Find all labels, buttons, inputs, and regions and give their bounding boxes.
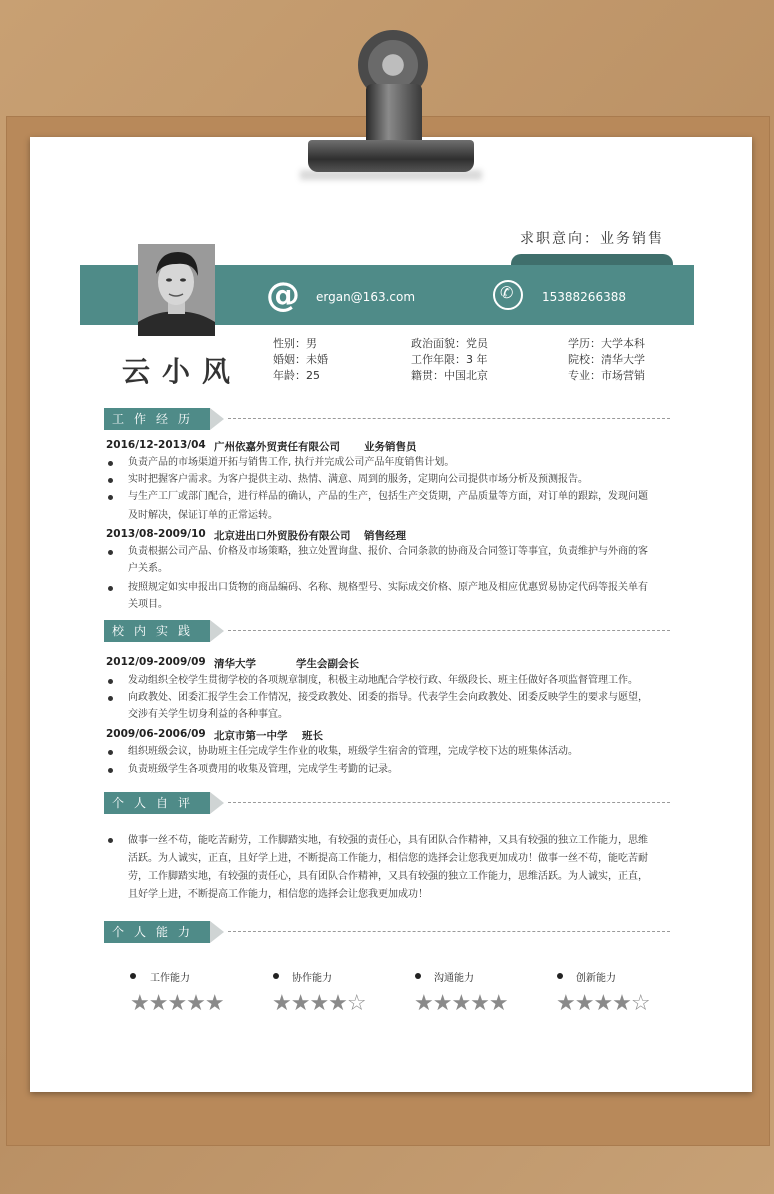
- section-header-skills: 个人能力: [104, 921, 210, 943]
- campus-duty: 向政教处、团委汇报学生会工作情况，接受政教处、团委的指导。代表学生会向政教处、团委反映学生的要求与愿望，: [128, 692, 648, 703]
- job-duty: 户关系。: [128, 563, 168, 574]
- skill-rating-stars: ★★★★★: [414, 991, 508, 1016]
- self-eval-line: 且好学上进，不断提高工作能力，相信您的选择会让您我更加成功！: [128, 889, 428, 900]
- bullet-dot: [108, 461, 113, 466]
- skill-label: 协作能力: [292, 973, 332, 984]
- bullet-dot: [108, 550, 113, 555]
- job-duty: 负责产品的市场渠道开拓与销售工作, 执行并完成公司产品年度销售计划。: [128, 457, 455, 468]
- section-arrow: [210, 792, 224, 814]
- section-divider: [228, 418, 670, 419]
- campus-duty: 组织班级会议，协助班主任完成学生作业的收集，班级学生宿舍的管理，完成学校下达的班集体活动。: [128, 746, 578, 757]
- info-education: 学历：大学本科: [568, 337, 645, 350]
- job-period: 2016/12-2013/04: [106, 439, 206, 451]
- info-school: 院校：清华大学: [568, 353, 645, 366]
- job-duty: 及时解决，保证订单的正常运转。: [128, 510, 278, 521]
- bullet-dot: [108, 495, 113, 500]
- skill-bullet: [415, 973, 421, 979]
- bullet-dot: [108, 586, 113, 591]
- campus-duty: 负责班级学生各项费用的收集及管理，完成学生考勤的记录。: [128, 764, 398, 775]
- info-age: 年龄：25: [273, 369, 320, 382]
- email-icon: @: [266, 275, 300, 315]
- job-objective: 求职意向：业务销售: [520, 231, 664, 247]
- bullet-dot: [108, 768, 113, 773]
- section-arrow: [210, 921, 224, 943]
- skill-bullet: [273, 973, 279, 979]
- info-marital: 婚姻：未婚: [273, 353, 328, 366]
- bullet-dot: [108, 696, 113, 701]
- section-divider: [228, 931, 670, 932]
- job-duty: 实时把握客户需求。为客户提供主动、热情、满意、周到的服务，定期向公司提供市场分析及预测报告。: [128, 474, 588, 485]
- campus-role: 学生会副会长: [296, 658, 359, 670]
- info-gender: 性别：男: [273, 337, 317, 350]
- self-eval-line: 活跃。为人诚实，正直，且好学上进，不断提高工作能力，相信您的选择会让您我更加成功！做事一丝不苟，能吃苦耐: [128, 853, 648, 864]
- info-years: 工作年限：3 年: [411, 353, 488, 366]
- candidate-name: 云小风: [122, 355, 243, 388]
- campus-duty: 发动组织全校学生贯彻学校的各项规章制度，积极主动地配合学校行政、年级段长、班主任做好各项监督管理工作。: [128, 675, 638, 686]
- skill-label: 工作能力: [150, 973, 190, 984]
- bullet-dot: [108, 838, 113, 843]
- bullet-dot: [108, 478, 113, 483]
- skill-rating-stars: ★★★★☆: [556, 991, 650, 1016]
- skill-rating-stars: ★★★★☆: [272, 991, 366, 1016]
- campus-org: 北京市第一中学: [214, 730, 288, 742]
- campus-period: 2012/09-2009/09: [106, 656, 206, 668]
- profile-photo: [138, 244, 215, 336]
- campus-role: 班长: [302, 730, 323, 742]
- skill-bullet: [130, 973, 136, 979]
- job-duty: 负责根据公司产品、价格及市场策略，独立处置询盘、报价、合同条款的协商及合同签订等事宜，负责维护与外商的客: [128, 546, 648, 557]
- job-role: 业务销售员: [364, 441, 417, 453]
- campus-duty: 交涉有关学生切身利益的各种事宜。: [128, 709, 288, 720]
- self-eval-line: 劳，工作脚踏实地，有较强的责任心，具有团队合作精神，又具有较强的独立工作能力，思维活跃。为人诚实，正直，: [128, 871, 648, 882]
- job-duty: 与生产工厂或部门配合，进行样品的确认，产品的生产，包括生产交货期，产品质量等方面，对订单的跟踪，发现问题: [128, 491, 648, 502]
- campus-org: 清华大学: [214, 658, 256, 670]
- skill-bullet: [557, 973, 563, 979]
- job-period: 2013/08-2009/10: [106, 528, 206, 540]
- info-politics: 政治面貌：党员: [411, 337, 488, 350]
- section-header-campus: 校内实践: [104, 620, 210, 642]
- section-header-work: 工作经历: [104, 408, 210, 430]
- section-divider: [228, 802, 670, 803]
- binder-clip-base: [308, 140, 474, 172]
- section-arrow: [210, 620, 224, 642]
- self-eval-line: 做事一丝不苟，能吃苦耐劳，工作脚踏实地，有较强的责任心，具有团队合作精神，又具有较强的独立工作能力，思维: [128, 835, 648, 846]
- bullet-dot: [108, 750, 113, 755]
- info-hometown: 籍贯：中国北京: [411, 369, 488, 382]
- phone-icon: ✆: [500, 283, 514, 302]
- campus-period: 2009/06-2006/09: [106, 728, 206, 740]
- skill-label: 创新能力: [576, 973, 616, 984]
- skill-label: 沟通能力: [434, 973, 474, 984]
- job-company: 广州依嘉外贸责任有限公司: [214, 441, 340, 453]
- job-duty: 按照规定如实申报出口货物的商品编码、名称、规格型号、实际成交价格、原产地及相应优惠贸易协定代码等报关单有: [128, 582, 648, 593]
- info-major: 专业：市场营销: [568, 369, 645, 382]
- section-header-self: 个人自评: [104, 792, 210, 814]
- skill-rating-stars: ★★★★★: [130, 991, 224, 1016]
- section-arrow: [210, 408, 224, 430]
- section-divider: [228, 630, 670, 631]
- job-duty: 关项目。: [128, 599, 168, 610]
- bullet-dot: [108, 679, 113, 684]
- job-role: 销售经理: [364, 530, 406, 542]
- job-company: 北京进出口外贸股份有限公司: [214, 530, 351, 542]
- phone-number[interactable]: 15388266388: [542, 290, 626, 304]
- email-address[interactable]: ergan@163.com: [316, 290, 416, 304]
